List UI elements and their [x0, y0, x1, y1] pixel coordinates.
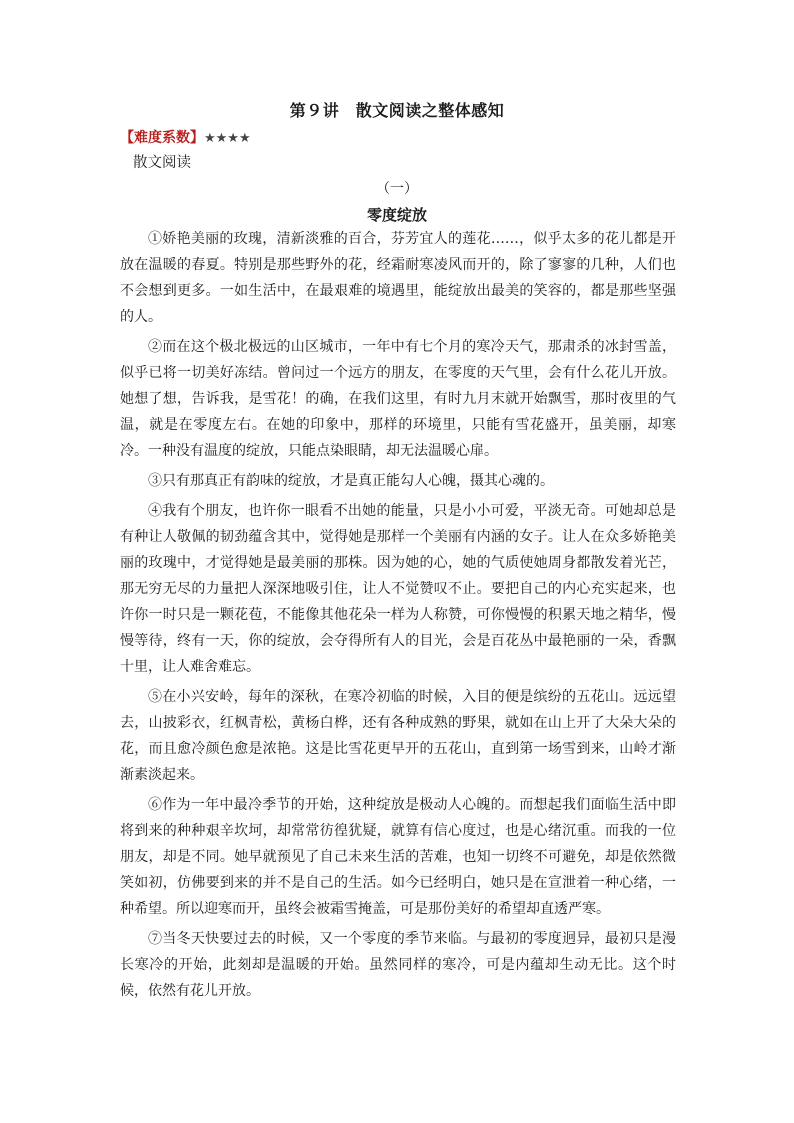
part-number: （一）: [376, 181, 418, 197]
paragraph-6: ⑥作为一年中最冷季节的开始，这种绽放是极动人心魄的。而想起我们面临生活中即将到来的种种艰辛坎坷，却常常彷徨犹疑，就算有信心度过，也是心绪沉重。而我的一位朋友，却是不同。她早就预见了自己未来生活的苦难，也知一切终不可避免，却是依然微笑如初，仿佛要到来的并不是自己的生活。如今已经明白，她只是在宣泄着一种心绪，一种希望。所以迎寒而开，虽终会被霜雪掩盖，可是那份美好的希望却直透严寒。: [120, 797, 676, 917]
difficulty-label: 【难度系数】: [120, 130, 204, 146]
paragraph-7: ⑦当冬天快要过去的时候，又一个零度的季节来临。与最初的零度迥异，最初只是漫长寒冷的开始，此刻却是温暖的开始。虽然同样的寒冷，可是内蕴却生动无比。这个时候，依然有花儿开放。: [120, 931, 676, 999]
essay-title: 零度绽放: [366, 206, 427, 224]
section-label: 散文阅读: [133, 155, 191, 171]
lesson-title: 第９讲 散文阅读之整体感知: [289, 101, 505, 120]
paragraph-4: ④我有个朋友，也许你一眼看不出她的能量，只是小小可爱，平淡无奇。可她却总是有种让人敬佩的韧劲蕴含其中，觉得她是那样一个美丽有内涵的女子。让人在众多娇艳美丽的玫瑰中，才觉得她是最美丽的那株。因为她的心，她的气质使她周身都散发着光芒，那无穷无尽的力量把人深深地吸引住，让人不觉赞叹不止。要把自己的内心充实起来，也许你一时只是一颗花苞，不能像其他花朵一样为人称赞，可你慢慢的积累天地之精华，慢慢等待，终有一天，你的绽放，会夺得所有人的目光，会是百花丛中最艳丽的一朵，香飘十里，让人难舍难忘。: [120, 503, 676, 675]
star-icon: ★★★★: [204, 131, 251, 146]
difficulty-rating: [120, 127, 251, 147]
paragraph-2: ②而在这个极北极远的山区城市，一年中有七个月的寒冷天气，那肃杀的冰封雪盖，似乎已将一切美好冻结。曾问过一个远方的朋友，在零度的天气里，会有什么花儿开放。她想了想，告诉我，是雪花！的确，在我们这里，有时九月末就开始飘雪，那时夜里的气温，就是在零度左右。在她的印象中，那样的环境里，只能有雪花盛开，虽美丽，却寒冷。一种没有温度的绽放，只能点染眼睛，却无法温暖心扉。: [120, 339, 676, 459]
paragraph-1: ①娇艳美丽的玫瑰，清新淡雅的百合，芬芳宜人的莲花……，似乎太多的花儿都是开放在温暖的春夏。特别是那些野外的花，经霜耐寒凌风而开的，除了寥寥的几种，人们也不会想到更多。一如生活中，在最艰难的境遇里，能绽放出最美的笑容的，都是那些坚强的人。: [120, 231, 676, 325]
paragraph-5: ⑤在小兴安岭，每年的深秋，在寒冷初临的时候，入目的便是缤纷的五花山。远远望去，山披彩衣，红枫青松，黄杨白桦，还有各种成熟的野果，就如在山上开了大朵大朵的花，而且愈冷颜色愈是浓艳。这是比雪花更早开的五花山，直到第一场雪到来，山岭才渐渐素淡起来。: [120, 689, 676, 783]
essay-body: [120, 226, 676, 1004]
paragraph-3: ③只有那真正有韵味的绽放，才是真正能勾人心魄，摄其心魂的。: [148, 473, 554, 489]
